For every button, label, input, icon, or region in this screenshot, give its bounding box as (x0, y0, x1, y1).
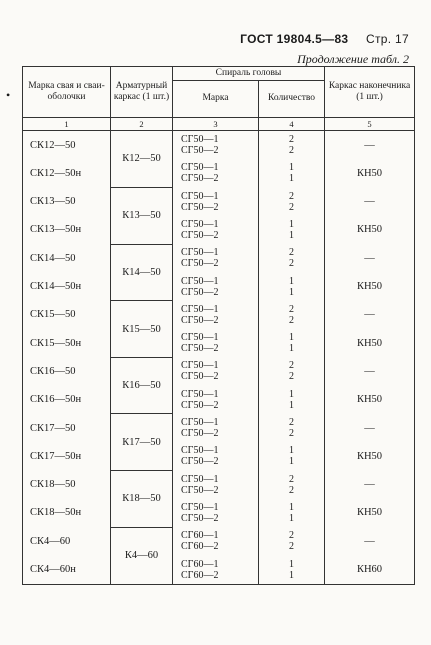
cap-frame-mark: КН50 (325, 386, 415, 414)
cap-frame-mark: — (325, 414, 415, 442)
spiral-quantities (259, 244, 325, 272)
spiral-marks (173, 470, 259, 498)
frame-mark: К4—60 (111, 527, 173, 584)
spiral-mark: СГ60—1 (181, 530, 219, 542)
table-row (23, 442, 415, 470)
pile-mark: СК4—60 (23, 527, 111, 555)
spiral-quantity: 2 (289, 247, 294, 259)
col-header-pile-mark: Марка свая и сваи-оболочки (23, 67, 111, 118)
spiral-quantity: 1 (289, 218, 294, 230)
spiral-marks (173, 414, 259, 442)
table-row (23, 130, 415, 159)
spiral-quantity: 1 (289, 501, 294, 513)
table-row (23, 244, 415, 272)
spiral-marks (173, 159, 259, 187)
cap-frame-mark: КН50 (325, 216, 415, 244)
table-row (23, 470, 415, 498)
spiral-quantity: 1 (289, 173, 294, 185)
spiral-quantities (259, 301, 325, 329)
spiral-marks (173, 386, 259, 414)
table-row (23, 414, 415, 442)
table-row (23, 329, 415, 357)
spiral-quantity: 1 (289, 388, 294, 400)
cap-frame-mark: — (325, 527, 415, 555)
spiral-quantity: 2 (289, 360, 294, 372)
standard-number: ГОСТ 19804.5—83 (240, 32, 349, 46)
pile-mark: СК16—50н (23, 386, 111, 414)
spiral-quantities (259, 216, 325, 244)
pile-mark: СК18—50 (23, 470, 111, 498)
spiral-marks (173, 357, 259, 385)
pile-mark: СК13—50 (23, 188, 111, 216)
table-row (23, 357, 415, 385)
spiral-mark: СГ50—2 (181, 201, 219, 213)
spiral-quantities (259, 470, 325, 498)
spiral-quantity: 1 (289, 399, 294, 411)
spiral-marks (173, 272, 259, 300)
pile-mark: СК17—50 (23, 414, 111, 442)
spiral-mark: СГ50—2 (181, 428, 219, 440)
table-continuation-label: Продолжение табл. 2 (297, 52, 409, 66)
spiral-quantities (259, 555, 325, 584)
cap-frame-mark: КН50 (325, 159, 415, 187)
cap-frame-mark: — (325, 301, 415, 329)
table-row (23, 216, 415, 244)
margin-mark: • (6, 88, 11, 102)
spiral-marks (173, 188, 259, 216)
spiral-quantity: 2 (289, 484, 294, 496)
pile-mark: СК12—50н (23, 159, 111, 187)
spiral-quantity: 2 (289, 190, 294, 202)
spiral-mark: СГ50—1 (181, 134, 219, 146)
spiral-mark: СГ50—1 (181, 417, 219, 429)
spiral-quantity: 1 (289, 569, 294, 581)
spiral-quantity: 1 (289, 343, 294, 355)
table-row (23, 272, 415, 300)
cap-frame-mark: — (325, 470, 415, 498)
spiral-quantity: 1 (289, 445, 294, 457)
spiral-mark: СГ50—1 (181, 275, 219, 287)
spiral-marks (173, 301, 259, 329)
col-header-spiral-group: Спираль головы (173, 67, 325, 81)
spiral-quantities (259, 159, 325, 187)
spiral-marks (173, 555, 259, 584)
col-header-frame: Арматурный каркас (1 шт.) (111, 67, 173, 118)
spiral-quantity: 2 (289, 371, 294, 383)
spiral-quantities (259, 527, 325, 555)
spiral-marks (173, 130, 259, 159)
spiral-quantity: 1 (289, 275, 294, 287)
column-number: 2 (111, 117, 173, 130)
spiral-mark: СГ50—2 (181, 173, 219, 185)
spiral-mark: СГ50—1 (181, 501, 219, 513)
spiral-quantity: 2 (289, 303, 294, 315)
spiral-quantity: 2 (289, 428, 294, 440)
table-row (23, 301, 415, 329)
spiral-mark: СГ50—1 (181, 162, 219, 174)
spiral-mark: СГ50—1 (181, 332, 219, 344)
pile-mark: СК17—50н (23, 442, 111, 470)
spiral-quantities (259, 329, 325, 357)
table-body (23, 117, 415, 584)
frame-mark: К12—50 (111, 130, 173, 187)
cap-frame-mark: — (325, 188, 415, 216)
col-header-quantity: Количество (259, 80, 325, 117)
spiral-quantity: 2 (289, 134, 294, 146)
cap-frame-mark: — (325, 244, 415, 272)
pile-mark: СК15—50н (23, 329, 111, 357)
spiral-marks (173, 329, 259, 357)
spiral-mark: СГ60—2 (181, 541, 219, 553)
spiral-quantity: 2 (289, 314, 294, 326)
spiral-mark: СГ50—1 (181, 218, 219, 230)
spiral-quantity: 2 (289, 201, 294, 213)
spiral-quantity: 1 (289, 332, 294, 344)
spiral-quantities (259, 442, 325, 470)
spiral-mark: СГ50—2 (181, 371, 219, 383)
spiral-mark: СГ50—2 (181, 258, 219, 270)
frame-mark: К17—50 (111, 414, 173, 471)
column-number: 4 (259, 117, 325, 130)
cap-frame-mark: — (325, 130, 415, 159)
spiral-mark: СГ50—2 (181, 484, 219, 496)
cap-frame-mark: КН50 (325, 329, 415, 357)
spiral-mark: СГ50—1 (181, 360, 219, 372)
frame-mark: К14—50 (111, 244, 173, 301)
spiral-mark: СГ50—2 (181, 399, 219, 411)
cap-frame-mark: КН50 (325, 499, 415, 527)
spiral-quantities (259, 130, 325, 159)
table-row (23, 555, 415, 584)
spiral-quantity: 1 (289, 512, 294, 524)
spiral-quantities (259, 386, 325, 414)
pile-mark: СК4—60н (23, 555, 111, 584)
spiral-mark: СГ60—1 (181, 558, 219, 570)
pile-mark: СК16—50 (23, 357, 111, 385)
cap-frame-mark: КН50 (325, 272, 415, 300)
frame-mark: К18—50 (111, 470, 173, 527)
pile-mark: СК14—50 (23, 244, 111, 272)
spiral-quantity: 1 (289, 229, 294, 241)
spiral-mark: СГ50—2 (181, 456, 219, 468)
table-row (23, 159, 415, 187)
page-header (240, 32, 409, 46)
spiral-mark: СГ50—1 (181, 247, 219, 259)
frame-mark: К16—50 (111, 357, 173, 414)
spiral-quantity: 2 (289, 541, 294, 553)
column-number: 1 (23, 117, 111, 130)
spiral-mark: СГ50—2 (181, 512, 219, 524)
table-row (23, 188, 415, 216)
spiral-mark: СГ50—2 (181, 229, 219, 241)
cap-frame-mark: КН50 (325, 442, 415, 470)
spiral-mark: СГ50—1 (181, 303, 219, 315)
spiral-quantity: 2 (289, 258, 294, 270)
pile-reinforcement-table (22, 66, 415, 585)
spiral-marks (173, 499, 259, 527)
spiral-mark: СГ50—1 (181, 190, 219, 202)
spiral-mark: СГ50—1 (181, 388, 219, 400)
spiral-mark: СГ50—2 (181, 343, 219, 355)
spiral-mark: СГ50—2 (181, 145, 219, 157)
spiral-mark: СГ50—1 (181, 473, 219, 485)
pile-mark: СК13—50н (23, 216, 111, 244)
spiral-quantity: 1 (289, 558, 294, 570)
spiral-quantity: 2 (289, 145, 294, 157)
spiral-mark: СГ50—2 (181, 286, 219, 298)
spiral-quantities (259, 499, 325, 527)
spiral-marks (173, 216, 259, 244)
pile-mark: СК15—50 (23, 301, 111, 329)
table-row (23, 527, 415, 555)
cap-frame-mark: КН60 (325, 555, 415, 584)
spiral-quantity: 2 (289, 530, 294, 542)
col-header-spiral-mark: Марка (173, 80, 259, 117)
spiral-marks (173, 442, 259, 470)
pile-mark: СК14—50н (23, 272, 111, 300)
spiral-quantity: 1 (289, 456, 294, 468)
column-number-row (23, 117, 415, 130)
spiral-mark: СГ50—1 (181, 445, 219, 457)
spiral-quantity: 1 (289, 162, 294, 174)
spiral-marks (173, 244, 259, 272)
col-header-cap-frame: Каркас наконечника (1 шт.) (325, 67, 415, 118)
spiral-quantity: 2 (289, 417, 294, 429)
spiral-mark: СГ50—2 (181, 314, 219, 326)
spiral-quantities (259, 188, 325, 216)
pile-mark: СК18—50н (23, 499, 111, 527)
spiral-mark: СГ60—2 (181, 569, 219, 581)
page-number: Стр. 17 (366, 32, 409, 46)
column-number: 5 (325, 117, 415, 130)
frame-mark: К15—50 (111, 301, 173, 358)
spiral-quantity: 1 (289, 286, 294, 298)
table-row (23, 499, 415, 527)
frame-mark: К13—50 (111, 188, 173, 245)
cap-frame-mark: — (325, 357, 415, 385)
column-number: 3 (173, 117, 259, 130)
spiral-quantities (259, 357, 325, 385)
spiral-quantities (259, 272, 325, 300)
pile-mark: СК12—50 (23, 130, 111, 159)
table-row (23, 386, 415, 414)
spiral-marks (173, 527, 259, 555)
spiral-quantities (259, 414, 325, 442)
spiral-quantity: 2 (289, 473, 294, 485)
